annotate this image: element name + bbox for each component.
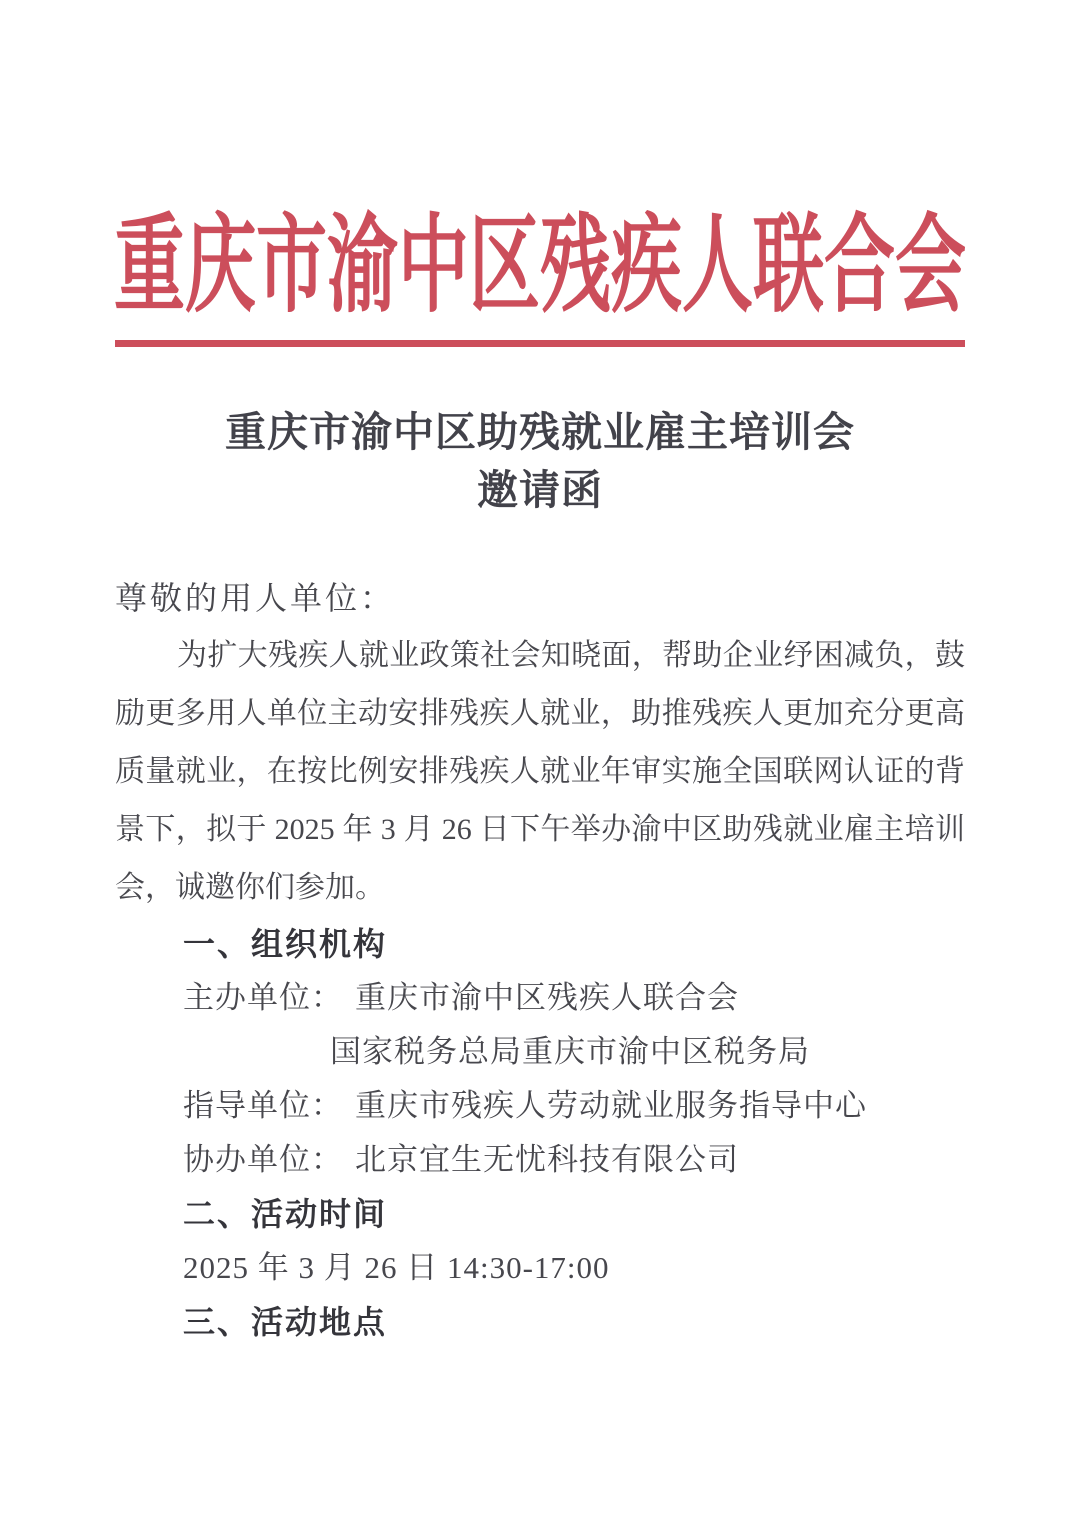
document-sections [115,917,965,1349]
org-value-guidance: 重庆市残疾人劳动就业服务指导中心 [355,1088,867,1123]
document-title-line2: 邀请函 [477,467,603,513]
event-time: 2025 年 3 月 26 日 14:30-17:00 [183,1250,610,1285]
letterhead [0,208,1080,326]
paragraph-line-4: 景下，拟于 2025 年 3 月 26 日下午举办渝中区助残就业雇主培训 [115,813,965,846]
paragraph-line-5: 会，诚邀你们参加。 [115,871,385,904]
org-value-host: 重庆市渝中区残疾人联合会 [355,980,739,1015]
paragraph-line-1: 为扩大残疾人就业政策社会知晓面，帮助企业纾困减负，鼓 [177,639,965,672]
paragraph-line-3: 质量就业，在按比例安排残疾人就业年审实施全国联网认证的背 [115,755,965,788]
document-content [0,403,1080,1349]
body-paragraph [115,627,965,917]
section-heading-time: 二、活动时间 [183,1196,388,1232]
document-title [115,403,965,519]
letterhead-underline [115,340,965,347]
org-row-coorganizer [115,1133,965,1187]
org-row-host [115,971,965,1025]
paragraph-line-2: 励更多用人单位主动安排残疾人就业，助推残疾人更加充分更高 [115,697,965,730]
org-label-host: 主办单位： [183,980,343,1015]
salutation: 尊敬的用人单位： [115,580,396,616]
org-row-guidance [115,1079,965,1133]
section-heading-location: 三、活动地点 [183,1304,388,1340]
org-row-host-second [115,1025,965,1079]
document-title-line1: 重庆市渝中区助残就业雇主培训会 [225,409,855,455]
org-label-guidance: 指导单位： [183,1088,343,1123]
org-label-coorganizer: 协办单位： [183,1142,343,1177]
letterhead-org-name: 重庆市渝中区残疾人联合会 [113,208,966,326]
org-value-coorganizer: 北京宜生无忧科技有限公司 [355,1142,739,1177]
org-value-host-second: 国家税务总局重庆市渝中区税务局 [330,1034,810,1069]
section-heading-organization: 一、组织机构 [183,926,388,962]
